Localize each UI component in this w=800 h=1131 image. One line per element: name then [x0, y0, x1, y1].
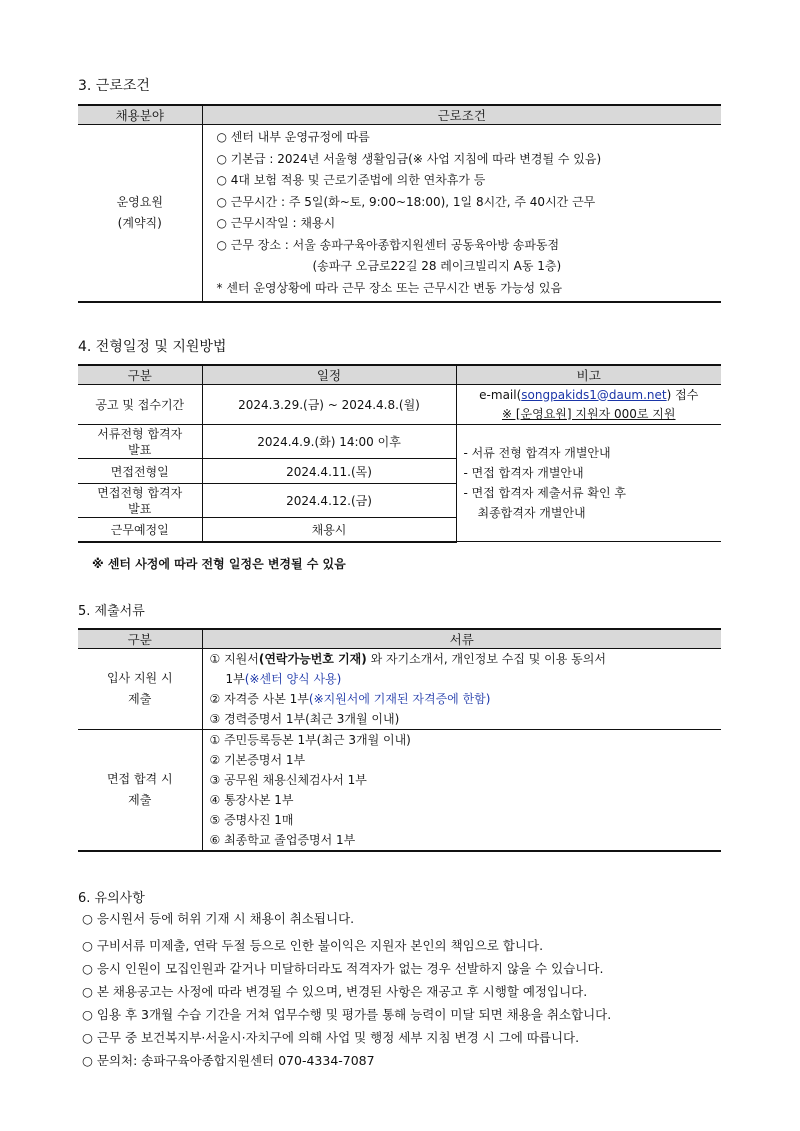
header-field: 채용분야 [78, 105, 202, 125]
caution-item: ○ 구비서류 미제출, 연락 두절 등으로 인한 불이익은 지원자 본인의 책임으로 합니다. [82, 938, 544, 953]
condition-line: (송파구 오금로22길 28 레이크빌리지 A동 1층) [312, 259, 562, 273]
remark-apply-note: ※ [운영요원] 지원자 000로 지원 [501, 406, 676, 421]
notice-line: - 면접 합격자 제출서류 확인 후 [463, 486, 627, 500]
row-date: 2024.4.11.(목) [202, 459, 456, 484]
row-label: 근무예정일 [78, 518, 202, 542]
conditions-cell [202, 125, 721, 303]
documents-table [78, 628, 721, 852]
document-line: ② 기본증명서 1부 [209, 753, 306, 767]
row-label: 서류전형 합격자 발표 [78, 425, 202, 459]
header-documents: 서류 [202, 629, 721, 649]
field-type: (계약직) [117, 216, 162, 230]
section4-title: 4. 전형일정 및 지원방법 [78, 339, 227, 355]
group-label: 입사 지원 시 제출 [78, 649, 202, 730]
row-label: 공고 및 접수기간 [78, 385, 202, 425]
remark-email-line: e-mail(songpakids1@daum.net) 접수 [479, 387, 699, 402]
remark-notices-cell [456, 425, 721, 542]
condition-line: ○ 4대 보험 적용 및 근로기준법에 의한 연차휴가 등 [216, 173, 486, 187]
row-label: 면접전형 합격자 발표 [78, 484, 202, 518]
condition-line: ○ 근무시간 : 주 5일(화~토, 9:00~18:00), 1일 8시간, 주 40시간 근무 [216, 194, 596, 209]
notice-line: - 면접 합격자 개별안내 [463, 466, 584, 480]
header-conditions: 근로조건 [202, 105, 721, 125]
condition-line: ○ 센터 내부 운영규정에 따름 [216, 130, 370, 144]
caution-item: ○ 임용 후 3개월 수습 기간을 거쳐 업무수행 및 평가를 통해 능력이 미달 되면 채용을 취소합니다. [82, 1007, 612, 1022]
document-line: 1부(※센터 양식 사용) [225, 672, 342, 686]
working-conditions-table [78, 104, 721, 303]
section6-title: 6. 유의사항 [78, 891, 145, 906]
schedule-note: ※ 센터 사정에 따라 전형 일정은 변경될 수 있음 [92, 557, 346, 571]
row-label: 면접전형일 [78, 459, 202, 484]
section3-title: 3. 근로조건 [78, 78, 150, 94]
document-line: ② 자격증 사본 1부(※지원서에 기재된 자격증에 한함) [209, 692, 491, 706]
document-line: ⑤ 증명사진 1매 [209, 813, 294, 827]
group1-documents [202, 649, 721, 730]
row-date: 2024.4.9.(화) 14:00 이후 [202, 425, 456, 459]
field-cell [78, 125, 202, 303]
remark-email-cell [456, 385, 721, 425]
header-remarks: 비고 [456, 365, 721, 385]
document-line: ③ 공무원 채용신체검사서 1부 [209, 773, 367, 787]
header-category: 구분 [78, 629, 202, 649]
document-line: ① 주민등록등본 1부(최근 3개월 이내) [209, 733, 411, 747]
row-date: 2024.3.29.(금) ~ 2024.4.8.(월) [202, 385, 456, 425]
row-date: 2024.4.12.(금) [202, 484, 456, 518]
condition-line: ○ 기본급 : 2024년 서울형 생활임금(※ 사업 지침에 따라 변경될 수 있음) [216, 151, 602, 166]
condition-line: ○ 근무시작일 : 채용시 [216, 216, 336, 230]
header-category: 구분 [78, 365, 202, 385]
caution-item: ○ 문의처: 송파구육아종합지원센터 070-4334-7087 [82, 1053, 375, 1068]
caution-item: ○ 응시 인원이 모집인원과 같거나 미달하더라도 적격자가 없는 경우 선발하지 않을 수 있습니다. [82, 961, 604, 976]
header-schedule: 일정 [202, 365, 456, 385]
schedule-table [78, 364, 721, 543]
document-line: ① 지원서(연락가능번호 기재) 와 자기소개서, 개인정보 수집 및 이용 동의서 [209, 652, 606, 666]
caution-item: ○ 본 채용공고는 사정에 따라 변경될 수 있으며, 변경된 사항은 재공고 후 시행할 예정입니다. [82, 984, 588, 999]
field-name: 운영요원 [116, 195, 163, 209]
email-link[interactable]: songpakids1@daum.net [521, 387, 667, 402]
condition-line: * 센터 운영상황에 따라 근무 장소 또는 근무시간 변동 가능성 있음 [216, 280, 563, 295]
notice-line: - 서류 전형 합격자 개별안내 [463, 446, 611, 460]
row-date: 채용시 [202, 518, 456, 542]
group-label: 면접 합격 시 제출 [78, 730, 202, 852]
document-line: ⑥ 최종학교 졸업증명서 1부 [209, 833, 356, 847]
condition-line: ○ 근무 장소 : 서울 송파구육아종합지원센터 공동육아방 송파동점 [216, 237, 560, 252]
caution-item: ○ 근무 중 보건복지부·서울시·자치구에 의해 사업 및 행정 세부 지침 변경 시 그에 따릅니다. [82, 1030, 580, 1045]
document-line: ④ 통장사본 1부 [209, 793, 294, 807]
group2-documents [202, 730, 721, 852]
section5-title: 5. 제출서류 [78, 604, 145, 619]
notice-line: 최종합격자 개별안내 [477, 506, 586, 520]
caution-item: ○ 응시원서 등에 허위 기재 시 채용이 취소됩니다. [82, 911, 355, 926]
document-line: ③ 경력증명서 1부(최근 3개월 이내) [209, 712, 400, 726]
